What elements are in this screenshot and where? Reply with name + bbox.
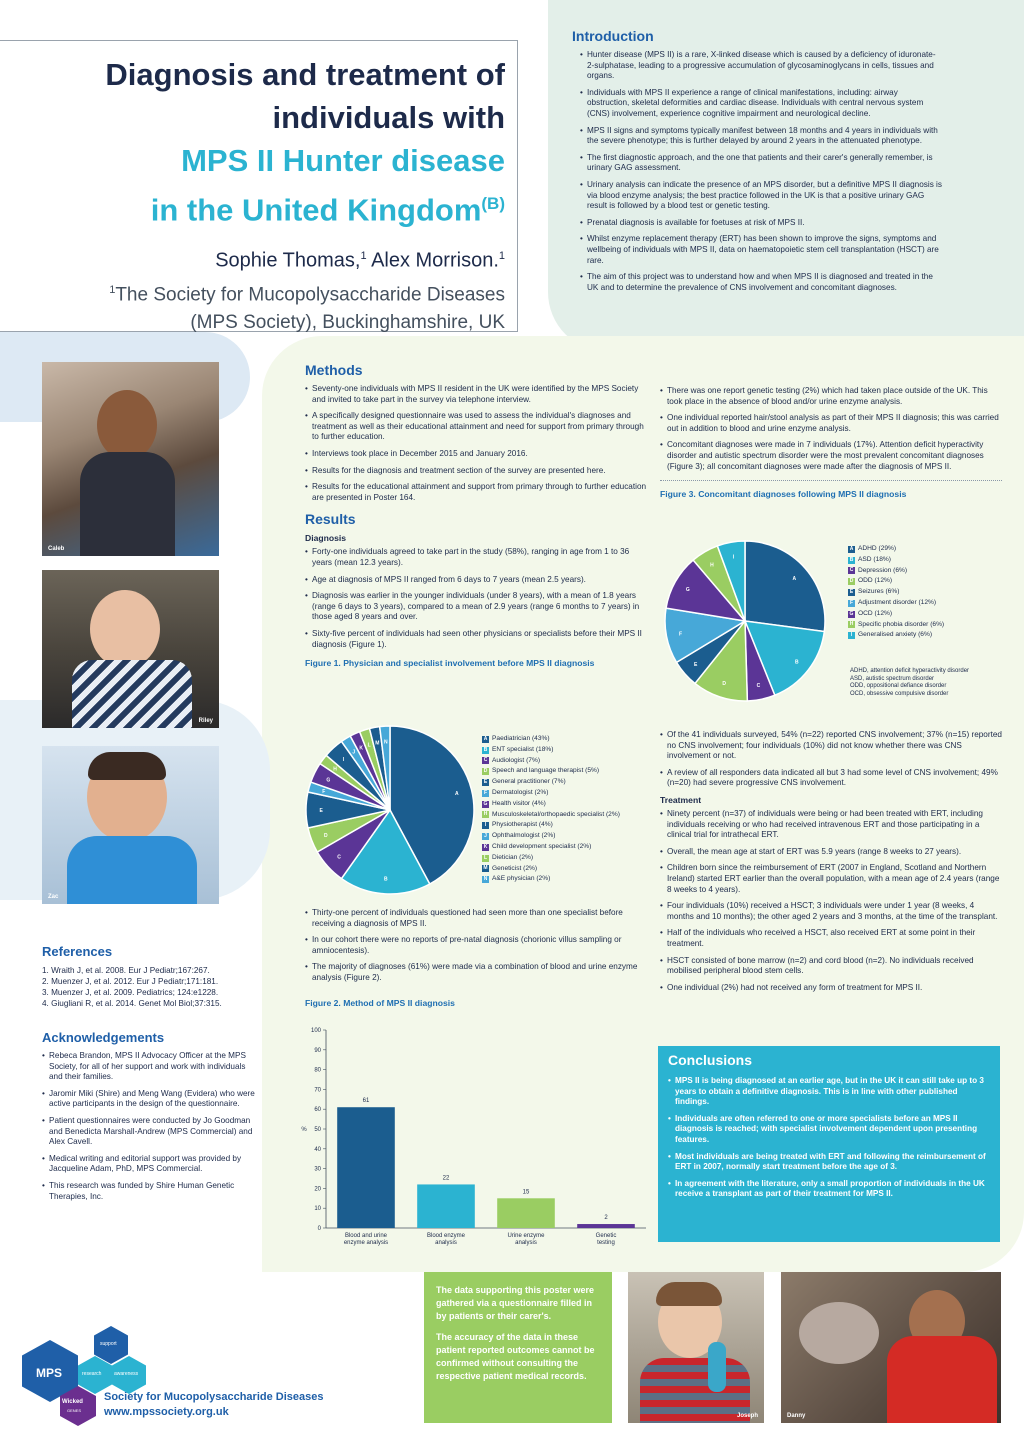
- legend-label: ENT specialist (18%): [492, 745, 554, 753]
- acknowledgements-list: [42, 1051, 260, 1202]
- pie-slice-code: M: [375, 740, 380, 747]
- legend-item: [482, 799, 642, 810]
- legend-swatch: B: [483, 746, 488, 753]
- legend-item: [482, 734, 642, 745]
- y-axis-label: %: [301, 1127, 307, 1133]
- x-tick-label-line: Genetic: [595, 1233, 617, 1239]
- after-figure-1-list: [305, 908, 650, 984]
- y-tick-label: 20: [314, 1186, 321, 1193]
- x-tick-label-line: Blood and urine: [344, 1233, 388, 1239]
- legend-label: Musculoskeletal/orthopaedic specialist (2%): [492, 810, 620, 818]
- conclusions-list: [668, 1076, 990, 1200]
- pie-slice-code: I: [732, 554, 735, 561]
- bar-value-label: 15: [522, 1189, 530, 1196]
- legend-item: [482, 853, 642, 864]
- introduction-item: • Individuals with MPS II experience a range of clinical manifestations, including: airway obstruction, skeletal deformities and cardiac disease. Individuals with central nervous system (CNS) involvement, experience cognitive impairment and neurological decline.: [580, 88, 942, 120]
- results-column-2: [660, 386, 1002, 505]
- bar-value-label: 22: [442, 1175, 450, 1182]
- x-tick-label: [507, 1233, 545, 1246]
- results-item: • There was one report genetic testing (2%) which had taken place outside of the UK. This took place in the absence of blood and/or urine enzyme analysis.: [660, 386, 1002, 407]
- legend-item: [848, 620, 1008, 631]
- legend-label: Speech and language therapist (5%): [492, 767, 600, 775]
- pie-slice-code: D: [323, 832, 328, 839]
- legend-swatch: H: [849, 621, 854, 628]
- acknowledgements-heading: Acknowledgements: [42, 1030, 165, 1045]
- figure-2-title: Figure 2. Method of MPS II diagnosis: [305, 997, 455, 1008]
- author-1: Sophie Thomas,: [215, 249, 361, 272]
- title-box: [0, 40, 518, 332]
- methods-section: [305, 362, 650, 674]
- treatment-item: • One individual (2%) had not received any form of treatment for MPS II.: [660, 983, 1002, 994]
- pie-slice-code: E: [693, 662, 698, 669]
- title-line-2: individuals with: [272, 100, 505, 135]
- legend-item: [848, 566, 1008, 577]
- reference-item: 4. Giugliani R, et al. 2014. Genet Mol Biol;37:315.: [42, 999, 222, 1008]
- treatment-item: • Half of the individuals who received a HSCT, also received ERT at some point in their treatment.: [660, 928, 1002, 949]
- legend-label: Child development specialist (2%): [492, 842, 592, 850]
- pie-slice-code: A: [792, 575, 797, 582]
- title-line-1: Diagnosis and treatment of: [105, 57, 505, 92]
- diagnosis-heading: Diagnosis: [305, 533, 347, 544]
- legend-label: Seizures (6%): [858, 588, 900, 596]
- pie-slice-code: C: [756, 683, 761, 690]
- affiliation-line-2: (MPS Society), Buckinghamshire, UK: [190, 312, 505, 334]
- y-tick-label: 50: [314, 1127, 321, 1133]
- society-name: Society for Mucopolysaccharide Diseases: [104, 1391, 324, 1403]
- introduction-heading: Introduction: [572, 28, 654, 44]
- legend-item: [482, 831, 642, 842]
- disclaimer-p2: The accuracy of the data in these patient reported outcomes cannot be confirmed without consulting the respective patient medical records.: [436, 1332, 595, 1381]
- figure-1-title: Figure 1. Physician and specialist involvement before MPS II diagnosis: [305, 658, 595, 669]
- legend-item: [482, 777, 642, 788]
- acknowledgement-item: • Jaromir Miki (Shire) and Meng Wang (Evidera) who were active participants in the design of the questionnaire.: [42, 1089, 260, 1110]
- references-list: [42, 965, 257, 1009]
- pie-slice-code: L: [367, 742, 371, 749]
- legend-label: Health visitor (4%): [492, 799, 546, 807]
- x-tick-label-line: analysis: [435, 1240, 457, 1246]
- legend-item: [482, 874, 642, 885]
- bar: [337, 1107, 395, 1228]
- legend-swatch: E: [483, 779, 488, 786]
- legend-item: [848, 576, 1008, 587]
- legend-swatch: I: [848, 632, 855, 639]
- figure-1-legend: [482, 734, 642, 885]
- results-after-fig1: [305, 908, 650, 1014]
- legend-label: Depression (6%): [858, 566, 908, 574]
- figure-3-note: ODD, oppositional defiance disorder: [850, 683, 947, 690]
- cns-and-treatment: [660, 730, 1002, 999]
- acknowledgements-section: [42, 1030, 260, 1208]
- photo-joseph: [628, 1272, 764, 1423]
- photo-danny: [781, 1272, 1001, 1423]
- legend-label: Geneticist (2%): [492, 864, 538, 872]
- conclusions-box: [658, 1046, 1000, 1242]
- affiliation-line-1: The Society for Mucopolysaccharide Diseases: [115, 284, 505, 306]
- y-tick-label: 90: [314, 1047, 321, 1054]
- legend-swatch: G: [849, 610, 854, 617]
- legend-label: Audiologist (7%): [492, 756, 541, 764]
- affiliation-sup: 1: [109, 283, 116, 296]
- cns-list: [660, 730, 1002, 789]
- figure-2-bar-chart: [296, 1022, 652, 1254]
- treatment-item: • HSCT consisted of bone marrow (n=2) and cord blood (n=2). No individuals received mobilised peripheral blood stem cells.: [660, 956, 1002, 977]
- pie-slice-code: C: [337, 854, 341, 861]
- legend-item: [482, 766, 642, 777]
- y-tick-label: 30: [314, 1166, 321, 1173]
- pie-slice-code: I: [342, 757, 345, 764]
- introduction-item: • MPS II signs and symptoms typically manifest between 18 months and 4 years in individuals with the severe phenotype; this is further delayed by around 2 years in the attenuated phenotype.: [580, 126, 942, 147]
- pie-slice-code: H: [333, 766, 337, 773]
- legend-item: [482, 864, 642, 875]
- legend-swatch: C: [849, 567, 854, 574]
- x-tick-label-line: analysis: [515, 1240, 537, 1246]
- legend-swatch: L: [483, 854, 488, 861]
- photo-danny-caption: Danny: [787, 1413, 806, 1419]
- photo-caleb-caption: Caleb: [48, 546, 65, 552]
- legend-swatch: M: [483, 865, 488, 872]
- conclusion-item: • In agreement with the literature, only a small proportion of individuals in the UK receive a transplant as part of their treatment for MPS II.: [668, 1179, 990, 1200]
- acknowledgement-item: • Rebeca Brandon, MPS II Advocacy Officer at the MPS Society, for all of her support and work with individuals and their families.: [42, 1051, 260, 1083]
- logo-awareness-text: awareness: [114, 1371, 139, 1377]
- figure-3-note: ADHD, attention deficit hyperactivity disorder: [850, 668, 970, 674]
- author-2-sup: 1: [498, 250, 505, 263]
- diagnosis-item: • Age at diagnosis of MPS II ranged from 6 days to 7 years (mean 2.5 years).: [305, 575, 650, 586]
- legend-swatch: D: [483, 768, 488, 775]
- legend-swatch: F: [483, 789, 488, 796]
- bar-value-label: 61: [362, 1098, 370, 1105]
- treatment-heading: Treatment: [660, 794, 702, 805]
- pie-slice-code: B: [794, 659, 799, 666]
- legend-label: ASD (18%): [858, 555, 891, 563]
- x-tick-label: [427, 1233, 466, 1246]
- methods-list: [305, 384, 650, 503]
- x-tick-label-line: enzyme analysis: [343, 1240, 389, 1246]
- legend-item: [482, 842, 642, 853]
- legend-swatch: H: [483, 811, 488, 818]
- x-tick-label-line: testing: [597, 1240, 615, 1246]
- introduction-item: • Whilst enzyme replacement therapy (ERT) has been shown to improve the signs, symptoms and wellbeing of individuals with MPS II, data on haematopoietic stem cell transplantation (HSCT) are rare.: [580, 234, 942, 266]
- pie-slice-code: A: [454, 791, 459, 798]
- legend-label: Specific phobia disorder (6%): [858, 620, 945, 628]
- legend-item: [848, 544, 1008, 555]
- logo-research-text: research: [82, 1371, 102, 1377]
- photo-caleb: [42, 362, 219, 556]
- introduction-item: • The aim of this project was to understand how and when MPS II is diagnosed and treated in the UK and to determine the prevalence of CNS involvement and concomitant diagnoses.: [580, 272, 942, 293]
- logo-mps-text: MPS: [36, 1366, 63, 1380]
- acknowledgement-item: • Medical writing and editorial support was provided by Jacqueline Adam, PhD, MPS Commercial.: [42, 1154, 260, 1175]
- legend-label: Ophthalmologist (2%): [492, 832, 556, 840]
- legend-item: [848, 609, 1008, 620]
- legend-item: [482, 745, 642, 756]
- reference-item: 2. Muenzer J, et al. 2012. Eur J Pediatr;171:181.: [42, 977, 219, 986]
- diagnosis-item: • Forty-one individuals agreed to take part in the study (58%), ranging in age from 1 to 36 years (mean 12.3 years).: [305, 547, 650, 568]
- logo-wicked-text: Wicked: [62, 1399, 83, 1405]
- pie-slice-code: G: [326, 777, 331, 784]
- legend-label: Adjustment disorder (12%): [858, 598, 937, 606]
- title-line-4: in the United Kingdom: [150, 192, 482, 228]
- cns-item: • A review of all responders data indicated all but 3 had some level of CNS involvement; 49% (n=20) had severe progressive CNS involvement.: [660, 768, 1002, 789]
- methods-item: • Seventy-one individuals with MPS II resident in the UK were identified by the MPS Society and invited to take part in the survey via telephone interview.: [305, 384, 650, 405]
- pie-slice-code: N: [383, 739, 388, 746]
- logo-support-text: support: [100, 1341, 117, 1347]
- treatment-item: • Ninety percent (n=37) of individuals were being or had been treated with ERT, including individuals receiving or who had received intravenous ERT and those participating in a clinical trial for intrathecal ERT.: [660, 809, 1002, 841]
- results-item: • Concomitant diagnoses were made in 7 individuals (17%). Attention deficit hyperactivity disorder and autistic spectrum disorder were the most prevalent concomitant diagnoses (Figure 3); all concomitant diagnoses were made after the diagnosis of MPS II.: [660, 440, 1002, 472]
- photo-zac: [42, 746, 219, 904]
- legend-swatch: K: [483, 843, 488, 850]
- figure-3-title: Figure 3. Concomitant diagnoses following MPS II diagnosis: [660, 489, 907, 500]
- introduction-item: • Prenatal diagnosis is available for foetuses at risk of MPS II.: [580, 218, 942, 229]
- title-line-3: MPS II Hunter disease: [181, 143, 505, 178]
- legend-swatch: F: [849, 599, 854, 606]
- acknowledgement-item: • Patient questionnaires were conducted by Jo Goodman and Benedicta Marshall-Andrew (MPS Commercial) and Alex Cavell.: [42, 1116, 260, 1148]
- references-section: [42, 944, 257, 1009]
- legend-label: ODD (12%): [858, 577, 893, 585]
- legend-label: Dermatologist (2%): [492, 788, 549, 796]
- conclusion-item: • Most individuals are being treated with ERT and following the reimbursement of ERT in 2007, normally start treatment before the age of 3.: [668, 1152, 990, 1173]
- legend-item: [848, 587, 1008, 598]
- logo-genes-text: GENES: [67, 1408, 82, 1413]
- photo-joseph-caption: Joseph: [736, 1413, 758, 1419]
- legend-label: A&E physician (2%): [492, 875, 551, 883]
- methods-heading: Methods: [305, 362, 363, 378]
- cns-item: • Of the 41 individuals surveyed, 54% (n=22) reported CNS involvement; 37% (n=15) reported no CNS involvement; four individuals (10%) did not know whether there was CNS involvement or not.: [660, 730, 1002, 762]
- disclaimer-p1: The data supporting this poster were gathered via a questionnaire filled in by patients or their carer's.: [436, 1285, 595, 1321]
- legend-swatch: I: [482, 822, 489, 829]
- y-tick-label: 100: [310, 1028, 321, 1034]
- y-tick-label: 60: [314, 1107, 321, 1114]
- legend-swatch: A: [849, 545, 854, 552]
- x-tick-label: [596, 1233, 617, 1246]
- pie-slice-code: H: [710, 562, 714, 569]
- methods-item: • Results for the educational attainment and support from primary through to further education are presented in Poster 164.: [305, 482, 650, 503]
- introduction-item: • Hunter disease (MPS II) is a rare, X-linked disease which is caused by a deficiency of iduronate-2-sulphatase, leading to a progressive accumulation of glycosaminoglycans in cells, tissues and organs.: [580, 50, 942, 82]
- bar: [577, 1224, 635, 1228]
- conclusion-item: • Individuals are often referred to one or more specialists before an MPS II diagnosis is reached; with specialist involvement dependent upon presenting features.: [668, 1114, 990, 1146]
- legend-item: [848, 630, 1008, 641]
- photo-zac-caption: Zac: [48, 894, 59, 900]
- figure-3-note: ASD, autistic spectrum disorder: [850, 675, 935, 682]
- introduction-section: [572, 28, 942, 299]
- bar-value-label: 2: [604, 1215, 608, 1222]
- conclusion-item: • MPS II is being diagnosed at an earlier age, but in the UK it can still take up to 3 years to obtain a definitive diagnosis. This is in line with other published findings.: [668, 1076, 990, 1108]
- diagnosis-item: • Sixty-five percent of individuals had seen other physicians or specialists before their MPS II diagnosis (Figure 1).: [305, 629, 650, 650]
- figure-3-note: OCD, obsessive compulsive disorder: [850, 690, 949, 697]
- results-heading: Results: [305, 511, 356, 528]
- title-sup: (B): [481, 194, 505, 213]
- legend-label: ADHD (29%): [858, 545, 897, 552]
- author-1-sup: 1: [360, 250, 367, 263]
- pie-slice-code: D: [722, 681, 726, 688]
- x-tick-label-line: Urine enzyme: [507, 1233, 545, 1239]
- introduction-item: • Urinary analysis can indicate the presence of an MPS disorder, but a definitive MPS II diagnosis is via blood enzyme analysis; the best practice followed in the UK is that a positive urinary GAG result is followed by a blood test or genetic testing.: [580, 180, 942, 212]
- legend-item: [848, 598, 1008, 609]
- legend-item: [482, 788, 642, 799]
- treatment-item: • Children born since the reimbursement of ERT (2007 in England, Scotland and Northern Ireland) started ERT earlier than the overall population, with a mean age of 2.4 years (range 8 weeks to 4 years).: [660, 863, 1002, 895]
- figure-1-pie-chart: [300, 720, 480, 900]
- reference-item: 3. Muenzer J, et al. 2009. Pediatrics; 124:e1228.: [42, 988, 219, 997]
- legend-label: Dietician (2%): [492, 853, 534, 861]
- results-column-2-list: [660, 386, 1002, 472]
- x-tick-label: [344, 1233, 388, 1246]
- diagnosis-list: [305, 547, 650, 650]
- legend-swatch: D: [849, 578, 854, 585]
- bar: [497, 1198, 555, 1228]
- figure-3-legend: [848, 544, 1008, 641]
- figure-3-pie-chart: [660, 536, 830, 706]
- introduction-list: [572, 50, 942, 293]
- figure-3-notes: [850, 668, 1010, 698]
- diagnosis-item: • Diagnosis was earlier in the younger individuals (under 8 years), with a mean of 1.8 years (range 6 days to 3 years), compared to a mean of 2.9 years (range 6 months to 7 years) in those aged 8 years and over.: [305, 591, 650, 623]
- legend-swatch: G: [483, 800, 488, 807]
- legend-label: OCD (12%): [858, 609, 893, 617]
- legend-swatch: A: [483, 735, 488, 742]
- legend-swatch: B: [849, 556, 854, 563]
- y-tick-label: 80: [314, 1067, 321, 1074]
- bar: [417, 1184, 475, 1228]
- pie-slice-code: E: [319, 808, 323, 814]
- y-tick-label: 70: [314, 1087, 321, 1094]
- treatment-item: • Four individuals (10%) received a HSCT; 3 individuals were under 1 year (8 weeks, 4 months and 10 months); the other aged 2 years and 3 months, at the time of the transplant.: [660, 901, 1002, 922]
- treatment-list: [660, 809, 1002, 993]
- legend-label: Paediatrician (43%): [492, 735, 550, 742]
- reference-item: 1. Wraith J, et al. 2008. Eur J Pediatr;167:267.: [42, 966, 210, 975]
- results-item: • In our cohort there were no reports of pre-natal diagnosis (chorionic villus sampling or amniocentesis).: [305, 935, 650, 956]
- legend-label: General practitioner (7%): [492, 778, 566, 786]
- photo-riley: [42, 570, 219, 728]
- x-tick-label-line: Blood enzyme: [426, 1233, 466, 1239]
- references-heading: References: [42, 944, 113, 959]
- legend-swatch: N: [483, 876, 488, 883]
- legend-swatch: C: [483, 757, 488, 764]
- legend-item: [482, 756, 642, 767]
- legend-label: Physiotherapist (4%): [492, 821, 553, 829]
- pie-slice-code: K: [359, 745, 364, 752]
- legend-swatch: E: [849, 589, 854, 596]
- y-tick-label: 40: [314, 1146, 321, 1153]
- pie-slice-code: F: [679, 631, 683, 638]
- society-url[interactable]: www.mpssociety.org.uk: [104, 1406, 229, 1418]
- pie-slice-code: J: [352, 749, 356, 756]
- pie-slice-code: B: [383, 876, 388, 883]
- pie-slice-code: F: [322, 789, 326, 796]
- treatment-item: • Overall, the mean age at start of ERT was 5.9 years (range 8 weeks to 27 years).: [660, 847, 1002, 858]
- legend-item: [482, 820, 642, 831]
- photo-riley-caption: Riley: [198, 718, 213, 724]
- y-tick-label: 10: [314, 1206, 321, 1213]
- methods-item: • A specifically designed questionnaire was used to assess the individual's diagnoses and treatment as well as their educational attainment and need for support from primary through to further education.: [305, 411, 650, 443]
- author-2: Alex Morrison.: [366, 249, 499, 272]
- disclaimer-box: [424, 1272, 612, 1423]
- legend-item: [482, 810, 642, 821]
- results-item: • One individual reported hair/stool analysis as part of their MPS II diagnosis; this was carried out in addition to blood and urine enzyme analysis.: [660, 413, 1002, 434]
- pie-slice-a: [745, 541, 825, 632]
- results-item: • The majority of diagnoses (61%) were made via a combination of blood and urine enzyme analysis (Figure 2).: [305, 962, 650, 983]
- introduction-item: • The first diagnostic approach, and the one that patients and their carer's generally remember, is urinary GAG assessment.: [580, 153, 942, 174]
- legend-label: Generalised anxiety (6%): [858, 631, 933, 639]
- methods-item: • Results for the diagnosis and treatment section of the survey are presented here.: [305, 466, 650, 477]
- y-tick-label: 0: [317, 1226, 321, 1232]
- methods-item: • Interviews took place in December 2015 and January 2016.: [305, 449, 650, 460]
- pie-slice-code: G: [685, 586, 690, 593]
- conclusions-heading: Conclusions: [668, 1052, 753, 1068]
- acknowledgement-item: • This research was funded by Shire Human Genetic Therapies, Inc.: [42, 1181, 260, 1202]
- legend-swatch: J: [482, 833, 489, 840]
- legend-item: [848, 555, 1008, 566]
- results-item: • Thirty-one percent of individuals questioned had seen more than one specialist before receiving a diagnosis of MPS II.: [305, 908, 650, 929]
